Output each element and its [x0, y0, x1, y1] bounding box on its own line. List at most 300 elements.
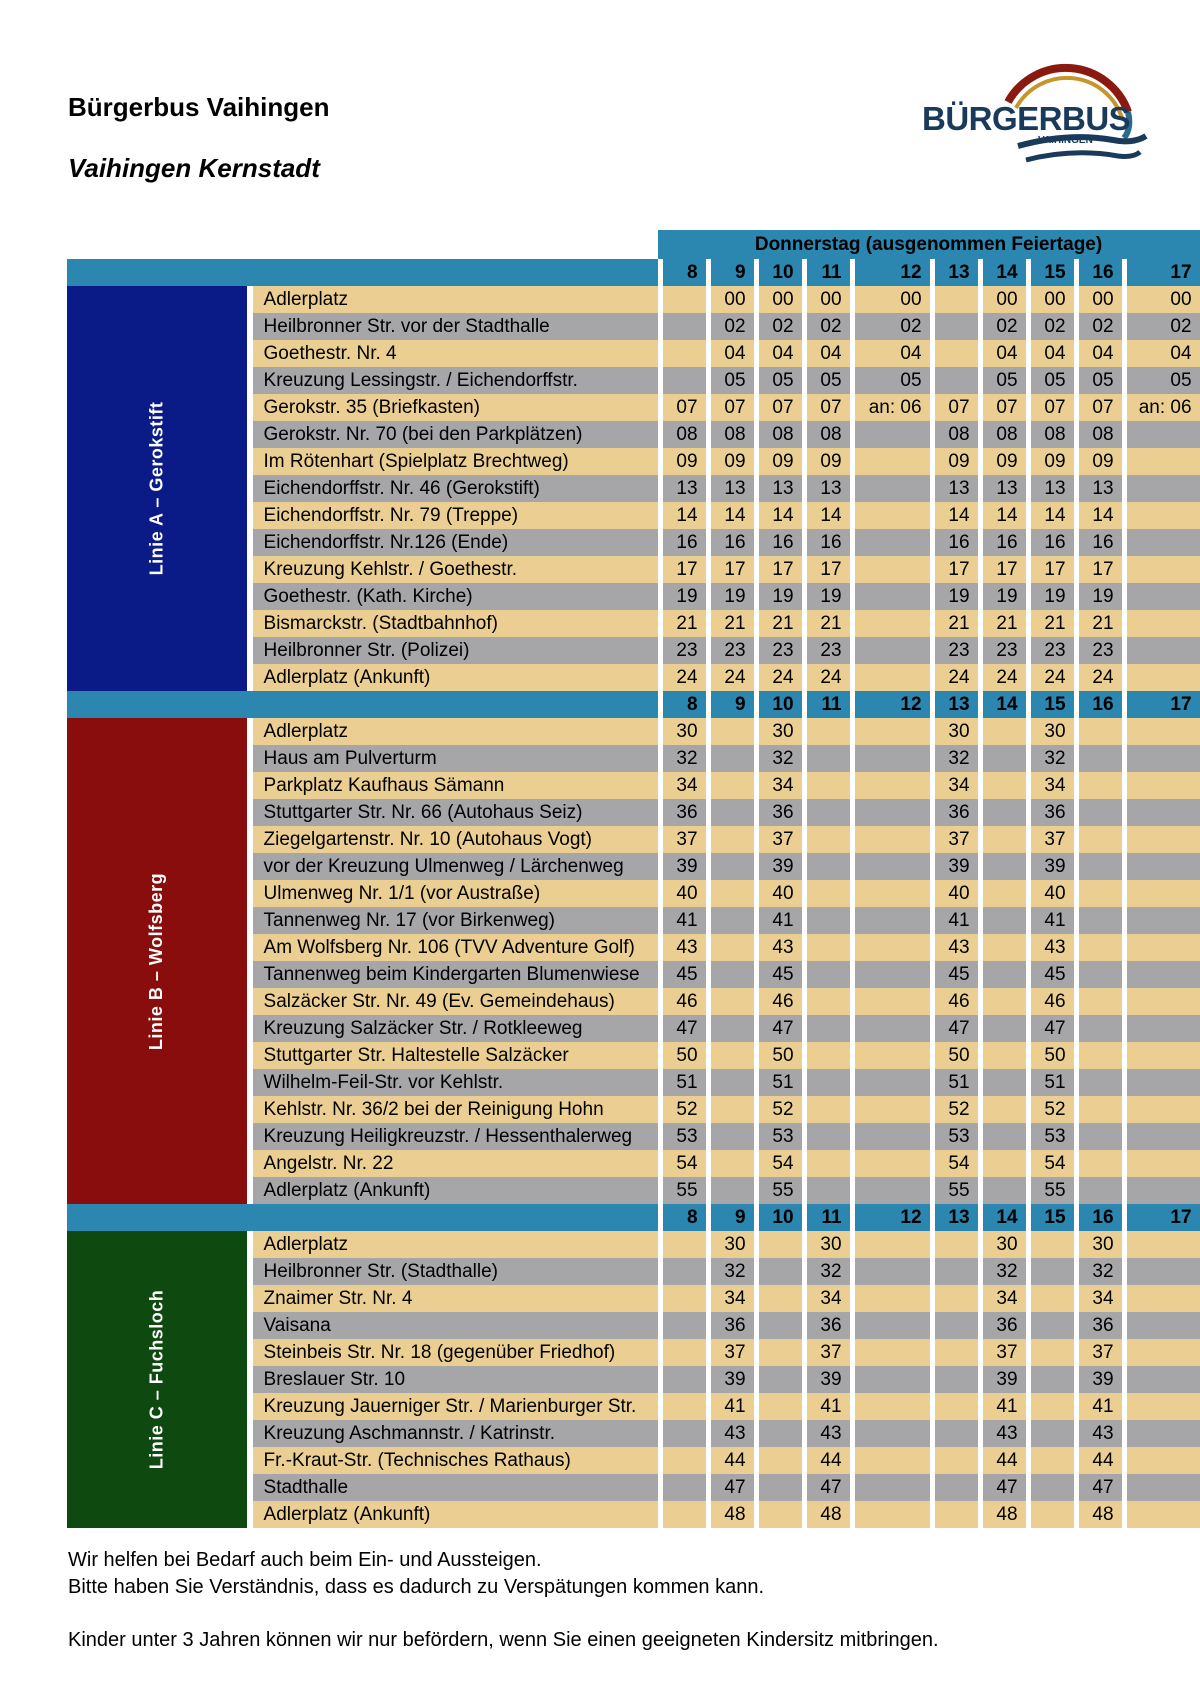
departure-minute	[1026, 1393, 1074, 1420]
departure-minute	[930, 1339, 978, 1366]
departure-minute	[1122, 1447, 1200, 1474]
departure-minute	[658, 1447, 706, 1474]
departure-minute	[802, 1042, 850, 1069]
stop-name: Ulmenweg Nr. 1/1 (vor Austraße)	[248, 880, 658, 907]
departure-minute: 00	[706, 286, 754, 313]
stop-row	[67, 286, 1200, 313]
stop-name: Stuttgarter Str. Nr. 66 (Autohaus Seiz)	[248, 799, 658, 826]
stop-name: Salzäcker Str. Nr. 49 (Ev. Gemeindehaus)	[248, 988, 658, 1015]
departure-minute	[754, 1501, 802, 1528]
departure-minute: 00	[1122, 286, 1200, 313]
departure-minute	[658, 1501, 706, 1528]
hour-label: 17	[1122, 1204, 1200, 1231]
departure-minute	[754, 1312, 802, 1339]
departure-minute: 32	[754, 745, 802, 772]
departure-minute	[1074, 718, 1122, 745]
departure-minute	[706, 853, 754, 880]
departure-minute: 09	[930, 448, 978, 475]
footer-line-3: Kinder unter 3 Jahren können wir nur befördern, wenn Sie einen geeigneten Kindersitz mitbringen.	[68, 1629, 939, 1651]
departure-minute: 43	[930, 934, 978, 961]
stop-name: Parkplatz Kaufhaus Sämann	[248, 772, 658, 799]
departure-minute: 53	[1026, 1123, 1074, 1150]
stop-name: Eichendorffstr. Nr. 46 (Gerokstift)	[248, 475, 658, 502]
departure-minute	[978, 907, 1026, 934]
departure-minute: 32	[1026, 745, 1074, 772]
departure-minute: 55	[754, 1177, 802, 1204]
departure-minute: 24	[930, 664, 978, 691]
departure-minute	[850, 664, 930, 691]
departure-minute	[1122, 502, 1200, 529]
departure-minute	[1074, 934, 1122, 961]
departure-minute	[1122, 1420, 1200, 1447]
page-title: Bürgerbus Vaihingen	[68, 92, 330, 122]
stop-name: Adlerplatz (Ankunft)	[248, 664, 658, 691]
departure-minute: 46	[930, 988, 978, 1015]
departure-minute	[1122, 1285, 1200, 1312]
stop-name: Adlerplatz (Ankunft)	[248, 1177, 658, 1204]
departure-minute	[754, 1258, 802, 1285]
departure-minute: 08	[930, 421, 978, 448]
departure-minute: 48	[706, 1501, 754, 1528]
departure-minute	[658, 1285, 706, 1312]
departure-minute: 39	[978, 1366, 1026, 1393]
departure-minute: 23	[978, 637, 1026, 664]
departure-minute: 30	[1074, 1231, 1122, 1258]
hour-label: 11	[802, 1204, 850, 1231]
departure-minute	[850, 1177, 930, 1204]
departure-minute	[802, 853, 850, 880]
departure-minute: 34	[754, 772, 802, 799]
departure-minute: 30	[978, 1231, 1026, 1258]
departure-minute: 30	[930, 718, 978, 745]
departure-minute	[802, 934, 850, 961]
departure-minute	[978, 1042, 1026, 1069]
departure-minute: 34	[658, 772, 706, 799]
departure-minute: 04	[802, 340, 850, 367]
hours-header-row	[67, 259, 1200, 286]
departure-minute: 05	[850, 367, 930, 394]
departure-minute	[978, 934, 1026, 961]
departure-minute: 44	[706, 1447, 754, 1474]
departure-minute: 21	[802, 610, 850, 637]
departure-minute: 09	[754, 448, 802, 475]
stop-name: Vaisana	[248, 1312, 658, 1339]
departure-minute: 07	[978, 394, 1026, 421]
departure-minute	[850, 502, 930, 529]
departure-minute	[1122, 637, 1200, 664]
hour-label: 12	[850, 691, 930, 718]
departure-minute	[1074, 1069, 1122, 1096]
stop-name: Am Wolfsberg Nr. 106 (TVV Adventure Golf)	[248, 934, 658, 961]
footer-line-1: Wir helfen bei Bedarf auch beim Ein- und Aussteigen.	[68, 1549, 542, 1571]
stop-name: Znaimer Str. Nr. 4	[248, 1285, 658, 1312]
hours-header-row	[67, 1204, 1200, 1231]
departure-minute	[1074, 1015, 1122, 1042]
departure-minute: 23	[930, 637, 978, 664]
departure-minute: 36	[802, 1312, 850, 1339]
stop-name: Goethestr. (Kath. Kirche)	[248, 583, 658, 610]
departure-minute	[850, 475, 930, 502]
hour-label: 15	[1026, 259, 1074, 286]
departure-minute: 41	[978, 1393, 1026, 1420]
departure-minute	[850, 529, 930, 556]
departure-minute: 32	[658, 745, 706, 772]
departure-minute	[1122, 1177, 1200, 1204]
hour-label: 8	[658, 259, 706, 286]
stop-name: Adlerplatz	[248, 1231, 658, 1258]
departure-minute: 16	[658, 529, 706, 556]
stop-name: Kreuzung Kehlstr. / Goethestr.	[248, 556, 658, 583]
departure-minute: 05	[802, 367, 850, 394]
departure-minute: 17	[1026, 556, 1074, 583]
departure-minute: 16	[978, 529, 1026, 556]
hour-label: 8	[658, 691, 706, 718]
stop-row	[67, 718, 1200, 745]
departure-minute: 36	[978, 1312, 1026, 1339]
departure-minute: 44	[978, 1447, 1026, 1474]
departure-minute: 41	[706, 1393, 754, 1420]
departure-minute	[850, 610, 930, 637]
departure-minute	[1122, 556, 1200, 583]
departure-minute: 08	[658, 421, 706, 448]
departure-minute: 32	[1074, 1258, 1122, 1285]
departure-minute: 52	[754, 1096, 802, 1123]
departure-minute	[978, 1123, 1026, 1150]
departure-minute	[706, 1123, 754, 1150]
departure-minute: 02	[754, 313, 802, 340]
departure-minute: 02	[978, 313, 1026, 340]
departure-minute: 13	[930, 475, 978, 502]
departure-minute	[1122, 1312, 1200, 1339]
departure-minute	[1026, 1474, 1074, 1501]
departure-minute	[1122, 934, 1200, 961]
day-header-spacer	[67, 230, 658, 259]
departure-minute: 41	[930, 907, 978, 934]
departure-minute	[850, 1231, 930, 1258]
departure-minute	[930, 1285, 978, 1312]
departure-minute	[978, 1177, 1026, 1204]
departure-minute	[1026, 1258, 1074, 1285]
departure-minute: 04	[978, 340, 1026, 367]
departure-minute	[802, 1123, 850, 1150]
departure-minute	[1122, 664, 1200, 691]
stop-name: Haus am Pulverturm	[248, 745, 658, 772]
departure-minute	[1074, 826, 1122, 853]
departure-minute	[1122, 1474, 1200, 1501]
departure-minute: 37	[1074, 1339, 1122, 1366]
departure-minute	[802, 1015, 850, 1042]
departure-minute: 17	[978, 556, 1026, 583]
departure-minute: 00	[978, 286, 1026, 313]
departure-minute: 16	[1026, 529, 1074, 556]
departure-minute: 23	[802, 637, 850, 664]
departure-minute: 08	[1074, 421, 1122, 448]
departure-minute: 32	[930, 745, 978, 772]
departure-minute	[706, 1096, 754, 1123]
departure-minute: 43	[802, 1420, 850, 1447]
hours-header-row	[67, 691, 1200, 718]
departure-minute	[802, 1177, 850, 1204]
departure-minute	[658, 286, 706, 313]
departure-minute: 54	[930, 1150, 978, 1177]
departure-minute: 40	[754, 880, 802, 907]
departure-minute: 05	[978, 367, 1026, 394]
departure-minute	[1122, 1069, 1200, 1096]
departure-minute: 21	[658, 610, 706, 637]
departure-minute: 39	[1074, 1366, 1122, 1393]
departure-minute: 07	[930, 394, 978, 421]
day-header-row	[67, 230, 1200, 259]
departure-minute: 39	[802, 1366, 850, 1393]
departure-minute	[802, 907, 850, 934]
hour-label: 13	[930, 259, 978, 286]
departure-minute	[1074, 853, 1122, 880]
departure-minute	[706, 880, 754, 907]
departure-minute: 17	[802, 556, 850, 583]
departure-minute: 34	[802, 1285, 850, 1312]
departure-minute	[1026, 1501, 1074, 1528]
departure-minute: 07	[706, 394, 754, 421]
departure-minute: 19	[802, 583, 850, 610]
departure-minute	[1122, 1258, 1200, 1285]
hour-label: 14	[978, 691, 1026, 718]
hour-label: 15	[1026, 1204, 1074, 1231]
departure-minute: 17	[754, 556, 802, 583]
departure-minute	[850, 1069, 930, 1096]
departure-minute	[754, 1339, 802, 1366]
departure-minute	[658, 1231, 706, 1258]
stop-name: vor der Kreuzung Ulmenweg / Lärchenweg	[248, 853, 658, 880]
departure-minute: 43	[1074, 1420, 1122, 1447]
departure-minute: 21	[754, 610, 802, 637]
departure-minute	[850, 1285, 930, 1312]
departure-minute: 19	[1026, 583, 1074, 610]
departure-minute	[1122, 1150, 1200, 1177]
departure-minute: 39	[706, 1366, 754, 1393]
departure-minute: 54	[754, 1150, 802, 1177]
stop-name: Kreuzung Heiligkreuzstr. / Hessenthalerweg	[248, 1123, 658, 1150]
stop-name: Kehlstr. Nr. 36/2 bei der Reinigung Hohn	[248, 1096, 658, 1123]
departure-minute: 50	[658, 1042, 706, 1069]
departure-minute: 39	[658, 853, 706, 880]
departure-minute: an: 06	[850, 394, 930, 421]
departure-minute: 17	[658, 556, 706, 583]
departure-minute	[850, 1420, 930, 1447]
departure-minute: 50	[754, 1042, 802, 1069]
departure-minute: 05	[1122, 367, 1200, 394]
departure-minute: 02	[706, 313, 754, 340]
hour-label: 10	[754, 691, 802, 718]
departure-minute	[1074, 1150, 1122, 1177]
departure-minute	[930, 367, 978, 394]
departure-minute: 08	[1026, 421, 1074, 448]
hour-label: 9	[706, 691, 754, 718]
departure-minute: 02	[1122, 313, 1200, 340]
line-label-band	[67, 1231, 247, 1528]
stop-name: Kreuzung Aschmannstr. / Katrinstr.	[248, 1420, 658, 1447]
stop-name: Wilhelm-Feil-Str. vor Kehlstr.	[248, 1069, 658, 1096]
departure-minute: 16	[706, 529, 754, 556]
hour-label: 13	[930, 1204, 978, 1231]
departure-minute	[1122, 1366, 1200, 1393]
stop-name: Eichendorffstr. Nr.126 (Ende)	[248, 529, 658, 556]
departure-minute: 09	[1026, 448, 1074, 475]
departure-minute: 13	[1074, 475, 1122, 502]
departure-minute	[658, 1474, 706, 1501]
departure-minute: 07	[1026, 394, 1074, 421]
footer-notes	[68, 1547, 939, 1654]
departure-minute	[978, 1096, 1026, 1123]
departure-minute	[1122, 1015, 1200, 1042]
departure-minute	[1122, 475, 1200, 502]
departure-minute	[1074, 799, 1122, 826]
departure-minute	[1074, 1123, 1122, 1150]
departure-minute: 30	[754, 718, 802, 745]
departure-minute	[930, 1312, 978, 1339]
departure-minute: 09	[802, 448, 850, 475]
departure-minute: 02	[802, 313, 850, 340]
departure-minute	[850, 1096, 930, 1123]
departure-minute: 47	[978, 1474, 1026, 1501]
departure-minute	[1074, 988, 1122, 1015]
departure-minute	[1122, 1123, 1200, 1150]
departure-minute	[978, 1015, 1026, 1042]
stop-name: Goethestr. Nr. 4	[248, 340, 658, 367]
departure-minute	[802, 718, 850, 745]
departure-minute	[658, 1339, 706, 1366]
departure-minute: 00	[754, 286, 802, 313]
page-subtitle: Vaihingen Kernstadt	[68, 153, 320, 183]
departure-minute	[850, 1474, 930, 1501]
departure-minute: 09	[658, 448, 706, 475]
departure-minute	[850, 1366, 930, 1393]
departure-minute: 37	[1026, 826, 1074, 853]
departure-minute: 53	[658, 1123, 706, 1150]
departure-minute: 55	[930, 1177, 978, 1204]
departure-minute: 39	[1026, 853, 1074, 880]
departure-minute: 19	[658, 583, 706, 610]
departure-minute	[658, 1366, 706, 1393]
departure-minute	[850, 907, 930, 934]
stop-name: Fr.-Kraut-Str. (Technisches Rathaus)	[248, 1447, 658, 1474]
departure-minute: 48	[1074, 1501, 1122, 1528]
departure-minute	[1122, 745, 1200, 772]
departure-minute: 14	[754, 502, 802, 529]
departure-minute	[930, 286, 978, 313]
departure-minute: 34	[930, 772, 978, 799]
departure-minute: 21	[978, 610, 1026, 637]
departure-minute	[706, 1042, 754, 1069]
departure-minute: 13	[978, 475, 1026, 502]
departure-minute: 04	[706, 340, 754, 367]
hour-label: 14	[978, 259, 1026, 286]
departure-minute	[850, 1447, 930, 1474]
departure-minute: 47	[706, 1474, 754, 1501]
departure-minute	[930, 1474, 978, 1501]
hours-header-spacer	[67, 1204, 658, 1231]
departure-minute	[802, 1150, 850, 1177]
departure-minute: 14	[1074, 502, 1122, 529]
departure-minute: 23	[706, 637, 754, 664]
departure-minute: 52	[1026, 1096, 1074, 1123]
hour-label: 10	[754, 259, 802, 286]
departure-minute: 44	[802, 1447, 850, 1474]
departure-minute: 14	[1026, 502, 1074, 529]
departure-minute: 08	[754, 421, 802, 448]
hour-label: 12	[850, 1204, 930, 1231]
departure-minute: 30	[706, 1231, 754, 1258]
departure-minute	[978, 799, 1026, 826]
departure-minute	[930, 1231, 978, 1258]
departure-minute	[1122, 529, 1200, 556]
logo-subtext: VAIHINGEN	[1038, 135, 1093, 146]
departure-minute	[1026, 1366, 1074, 1393]
departure-minute: 45	[930, 961, 978, 988]
departure-minute: 05	[706, 367, 754, 394]
departure-minute: 23	[1074, 637, 1122, 664]
stop-name: Angelstr. Nr. 22	[248, 1150, 658, 1177]
line-name: Linie C – Fuchsloch	[146, 1289, 167, 1470]
departure-minute: 50	[930, 1042, 978, 1069]
departure-minute	[930, 1447, 978, 1474]
departure-minute: 47	[658, 1015, 706, 1042]
stop-name: Steinbeis Str. Nr. 18 (gegenüber Friedhof)	[248, 1339, 658, 1366]
departure-minute	[658, 340, 706, 367]
departure-minute: 17	[1074, 556, 1122, 583]
departure-minute: 51	[1026, 1069, 1074, 1096]
departure-minute: 17	[706, 556, 754, 583]
departure-minute	[658, 1393, 706, 1420]
departure-minute	[1122, 1339, 1200, 1366]
departure-minute	[706, 718, 754, 745]
stop-name: Bismarckstr. (Stadtbahnhof)	[248, 610, 658, 637]
departure-minute: 13	[754, 475, 802, 502]
departure-minute: 02	[1074, 313, 1122, 340]
departure-minute: 43	[1026, 934, 1074, 961]
departure-minute	[930, 1501, 978, 1528]
departure-minute: 37	[978, 1339, 1026, 1366]
departure-minute: 16	[1074, 529, 1122, 556]
departure-minute: 47	[1074, 1474, 1122, 1501]
departure-minute: 37	[658, 826, 706, 853]
departure-minute: 02	[1026, 313, 1074, 340]
stop-name: Stuttgarter Str. Haltestelle Salzäcker	[248, 1042, 658, 1069]
departure-minute: 16	[754, 529, 802, 556]
departure-minute	[1074, 907, 1122, 934]
departure-minute: 36	[1026, 799, 1074, 826]
departure-minute	[978, 853, 1026, 880]
departure-minute: 47	[1026, 1015, 1074, 1042]
departure-minute: 23	[658, 637, 706, 664]
departure-minute	[1026, 1339, 1074, 1366]
departure-minute	[658, 1312, 706, 1339]
departure-minute: 21	[1074, 610, 1122, 637]
hours-header-spacer	[67, 259, 658, 286]
hour-label: 17	[1122, 259, 1200, 286]
departure-minute: 40	[658, 880, 706, 907]
departure-minute	[978, 961, 1026, 988]
departure-minute: 37	[802, 1339, 850, 1366]
line-name: Linie B – Wolfsberg	[146, 872, 167, 1050]
departure-minute: 13	[706, 475, 754, 502]
hours-header-spacer	[67, 691, 658, 718]
departure-minute	[978, 880, 1026, 907]
departure-minute: 44	[1074, 1447, 1122, 1474]
departure-minute: 36	[658, 799, 706, 826]
departure-minute: 34	[978, 1285, 1026, 1312]
footer-line-2: Bitte haben Sie Verständnis, dass es dadurch zu Verspätungen kommen kann.	[68, 1576, 764, 1598]
departure-minute	[850, 853, 930, 880]
